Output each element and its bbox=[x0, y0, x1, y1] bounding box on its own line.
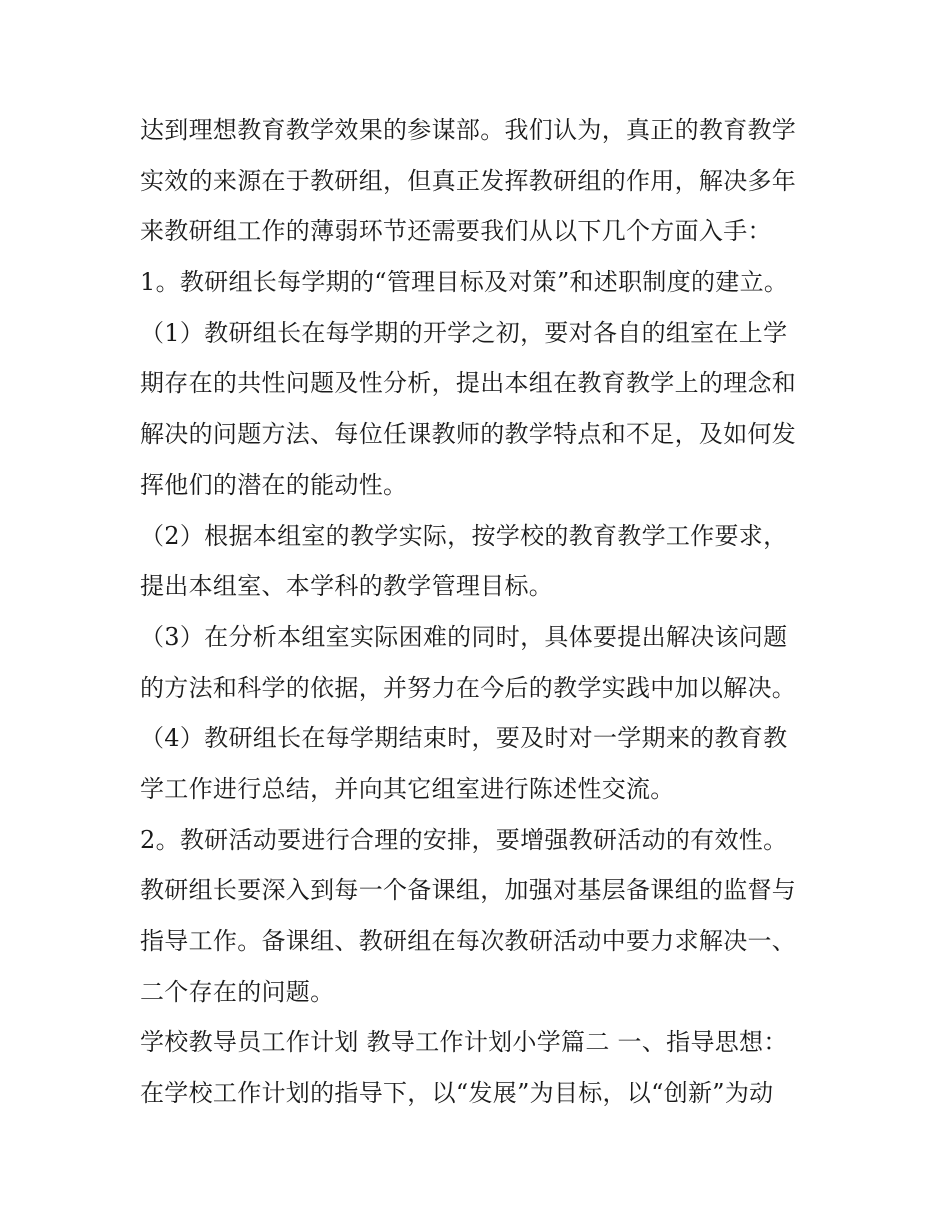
text-line-4: 1。教研组长每学期的“管理目标及对策”和述职制度的建立。 bbox=[140, 268, 789, 297]
text-line-14: 学工作进行总结，并向其它组室进行陈述性交流。 bbox=[140, 774, 675, 803]
text-line-2: 实效的来源在于教研组，但真正发挥教研组的作用，解决多年 bbox=[140, 166, 797, 195]
body-text bbox=[140, 105, 820, 1119]
text-line-11: （3）在分析本组室实际困难的同时，具体要提出解决该问题 bbox=[140, 622, 788, 651]
text-line-8: 挥他们的潜在的能动性。 bbox=[140, 470, 408, 499]
text-line-19: 学校教导员工作计划 教导工作计划小学篇二 一、指导思想： bbox=[140, 1028, 788, 1057]
text-line-12: 的方法和科学的依据，并努力在今后的教学实践中加以解决。 bbox=[140, 673, 797, 702]
text-line-7: 解决的问题方法、每位任课教师的教学特点和不足，及如何发 bbox=[140, 420, 797, 449]
text-line-13: （4）教研组长在每学期结束时，要及时对一学期来的教育教 bbox=[140, 724, 788, 753]
text-line-17: 指导工作。备课组、教研组在每次教研活动中要力求解决一、 bbox=[140, 927, 797, 955]
text-line-15: 2。教研活动要进行合理的安排，要增强教研活动的有效性。 bbox=[140, 825, 788, 854]
text-line-5: （1）教研组长在每学期的开学之初，要对各自的组室在上学 bbox=[140, 318, 788, 347]
text-line-3: 来教研组工作的薄弱环节还需要我们从以下几个方面入手： bbox=[140, 217, 772, 246]
text-line-10: 提出本组室、本学科的教学管理目标。 bbox=[140, 572, 554, 601]
text-line-1: 达到理想教育教学效果的参谋部。我们认为，真正的教育教学 bbox=[140, 116, 797, 144]
text-line-16: 教研组长要深入到每一个备课组，加强对基层备课组的监督与 bbox=[140, 876, 797, 905]
text-line-18: 二个存在的问题。 bbox=[140, 977, 335, 1006]
text-line-20: 在学校工作计划的指导下，以“发展”为目标，以“创新”为动 bbox=[140, 1079, 774, 1108]
text-line-9: （2）根据本组室的教学实际，按学校的教育教学工作要求， bbox=[140, 521, 788, 550]
text-line-6: 期存在的共性问题及性分析，提出本组在教育教学上的理念和 bbox=[140, 369, 797, 398]
